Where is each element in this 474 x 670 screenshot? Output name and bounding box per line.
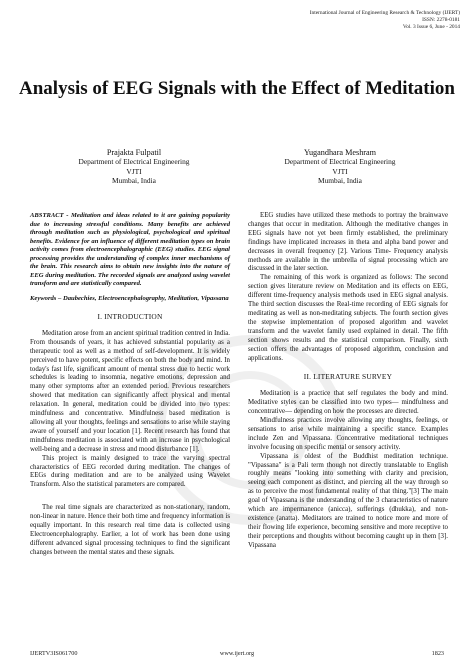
paragraph: The real time signals are characterized as non-stationary, random, non-linear in nature. Hence their both time and frequency information is equally important. In this research real time data is collected using Electroencephalography. Earlier, a lot of work has been done using different advanced signal processing techniques to find the significant changes between the mental states and these signals. <box>30 504 230 556</box>
author-place: Mumbai, India <box>112 176 156 186</box>
footer-paper-id: IJERTV3IS061700 <box>30 650 78 657</box>
author-inst: VJTI <box>126 166 142 176</box>
paragraph: Meditation is a practice that self regulates the body and mind. Meditative styles can be classified into two types— mindfulness and concentrative— depending on how the processes are directed. <box>248 390 448 416</box>
right-column <box>248 212 448 551</box>
paragraph: Vipassana is oldest of the Buddhist meditation technique. "Vipassana" is a Pali term though not directly translatable to English roughly means "looking into something with clarity and precision, seeing each component as distinct, and piercing all the way through so as to perceive the most fundamental reality of that thing."[3] The main goal of Vipassana is the understanding of the 3 characteristics of nature which are impermanence (anicca), sufferings (dhukka), and non-existence (anatta). Meditators are trained to notice more and more of their flowing life experience, becoming sensitive and more receptive to their perceptions and thoughts without becoming caught up in them [3]. Vipassana <box>248 452 448 549</box>
footer-url[interactable]: www.ijert.org <box>219 650 255 657</box>
section-heading-introduction: I. INTRODUCTION <box>97 312 163 321</box>
left-column <box>30 212 230 558</box>
journal-issn: ISSN: 2278-0181 <box>422 17 460 24</box>
author-name: Yugandhara Meshram <box>303 148 377 157</box>
section-heading-literature-survey: II. LITERATURE SURVEY <box>303 372 393 382</box>
paragraph: The remaining of this work is organized as follows: The second section gives literature review on Meditation and its effects on EEG, different time-frequency analysis methods used in EEG signal analysis. The third section discusses the Real-time recording of EEG signals for meditating as well as non-meditating subjects. The fourth section gives the stepwise implementation of proposed algorithm and wavelet transform and the wavelet family used explained in detail. The fifth section shows results and the statistical comparison. Finally, sixth section offers the advantages of proposed algorithm, conclusion and applications. <box>248 274 448 362</box>
author-block-1 <box>44 148 224 186</box>
paragraph: Mindfulness practices involve allowing any thoughts, feelings, or sensations to arise while maintaining a specific stance. Examples include Zen and Vipassana. Concentrative meditational techniques involve focusing on specific mental or sensory activity. <box>248 417 448 451</box>
author-name: Prajakta Fulpatil <box>106 148 162 157</box>
author-place: Mumbai, India <box>318 176 362 186</box>
keywords <box>30 295 230 304</box>
journal-volume: Vol. 3 Issue 6, June - 2014 <box>402 24 460 31</box>
author-inst: VJTI <box>332 166 348 176</box>
abstract <box>30 212 230 289</box>
keywords-text: Daubechies, Electroencephalography, Meditation, Vipassana <box>62 294 229 302</box>
footer-page-number: 1823 <box>431 650 444 657</box>
abstract-text: Meditation and ideas related to it are gaining popularity due to increasing stressful conditions. Many benefits are achieved through meditation such as physiological, psychological and spiritual benefits. Evidence for an influence of different meditation types on brain activity comes from electroencephalographic (EEG) studies. EEG signal processing provides the understanding of complex inner mechanisms of the brain. This research aims to obtain new insights into the nature of EEG during meditation. The recorded signals are analyzed using wavelet transform and are statistically compared. <box>30 212 230 287</box>
author-dept: Department of Electrical Engineering <box>284 157 396 167</box>
journal-header <box>310 10 460 32</box>
journal-name: International Journal of Engineering Research & Technology (IJERT) <box>309 10 460 16</box>
paper-title: Analysis of EEG Signals with the Effect of Meditation <box>19 78 455 99</box>
paragraph: EEG studies have utilized these methods to portray the brainwave changes that occur in meditation. Although the meditative changes in EEG signals have not yet been firmly established, the preliminary findings have implicated increases in theta and alpha band power and decreases in overall frequency [2]. Various Time- Frequency analysis methods are available in the umbrella of signal processing which are discussed in the later section. <box>248 212 448 273</box>
author-dept: Department of Electrical Engineering <box>78 157 190 167</box>
keywords-label: Keywords – <box>30 294 62 302</box>
author-block-2 <box>250 148 430 186</box>
abstract-label: ABSTRACT - <box>30 212 69 219</box>
paragraph: This project is mainly designed to trace the varying spectral characteristics of EEG recorded during meditation. The changes of EEGs during meditation and are to be analyzed using Wavelet Transform. Also the statistical parameters are compared. <box>30 454 230 489</box>
paragraph: Meditation arose from an ancient spiritual tradition centred in India. From thousands of years, it has achieved substantial popularity as a therapeutic tool as well as a method of self-development. It is widely perceived to have potent, specific effects on both the body and mind. In today's fast life, significant amount of mental stress due to hectic work schedules is leading to insomnia, negative emotions, depression and many other symptoms after an extended period. Previous researchers showed that meditation can significantly affect physical and mental relaxation. In general, meditation could be divided into two types: mindfulness and concentrative. Mindfulness based meditation is allowing all your thoughts, feelings and sensations to arise while staying aware of yourself and your location [1]. Recent research has found that mindfulness meditation is associated with an increase in psychological well-being and a decrease in stress and mood disturbance [1]. <box>30 329 230 453</box>
